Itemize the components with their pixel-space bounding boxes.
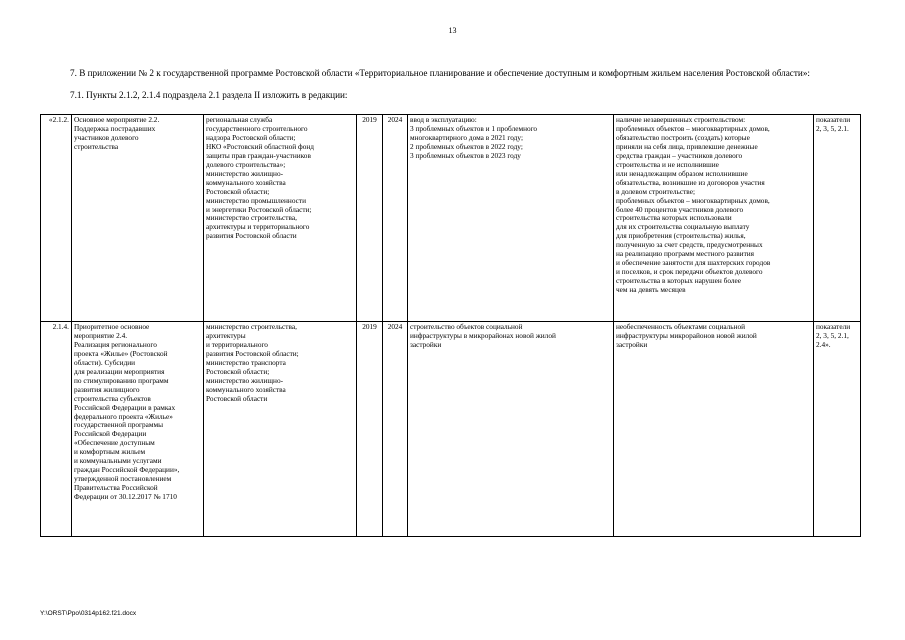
file-path-footer: Y:\ORST\Ppo\0314p162.f21.docx <box>40 610 137 617</box>
year-end: 2024 <box>383 322 408 537</box>
measures-table <box>40 114 861 537</box>
related-indicators: показатели 2, 3, 5, 2.1, 2.4». <box>814 322 861 537</box>
paragraph-7-1: 7.1. Пункты 2.1.2, 2.1.4 подраздела 2.1 раздела II изложить в редакции: <box>70 90 348 100</box>
item-number: 2.1.4. <box>41 322 72 537</box>
table-row <box>41 322 861 537</box>
non-implementation-consequences: наличие незавершенных строительством: проблемных объектов – многоквартирных домов, обязательство построить (создать) которые приняли на себя лица, привлекшие денежные средства граждан – участников долевого строительства и не исполнившие или ненадлежащим образом исполнившие обязательства, возникшие из договоров участия в долевом строительстве; проблемных объектов – многоквартирных домов, более 40 процентов участников долевого строительства которых использовали для их строительства социальную выплату для приобретения (строительства) жилья, полученную за счет средств, предусмотренных на реализацию программ местного развития и обеспечение занятости для шахтерских городов и поселков, и срок передачи объектов долевого строительства в которых нарушен более чем на девять месяцев <box>614 115 814 322</box>
expected-result: строительство объектов социальной инфраструктуры в микрорайонах новой жилой застройки <box>408 322 614 537</box>
non-implementation-consequences: необеспеченность объектами социальной инфраструктуры микрорайонов новой жилой застройки <box>614 322 814 537</box>
year-start: 2019 <box>357 322 383 537</box>
executor: региональная служба государственного строительного надзора Ростовской области; НКО «Ростовский областной фонд защиты прав граждан-участников долевого строительства»; министерство жилищно- коммунального хозяйства Ростовской области; министерство промышленности и энергетики Ростовской области; министерство строительства, архитектуры и территориального развития Ростовской области <box>204 115 357 322</box>
year-start: 2019 <box>357 115 383 322</box>
executor: министерство строительства, архитектуры и территориального развития Ростовской области; министерство транспорта Ростовской области; министерство жилищно- коммунального хозяйства Ростовской области <box>204 322 357 537</box>
item-number: «2.1.2. <box>41 115 72 322</box>
year-end: 2024 <box>383 115 408 322</box>
measure-name: Приоритетное основное мероприятие 2.4. Реализация регионального проекта «Жилье» (Ростовской области). Субсидии для реализации мероприятия по стимулированию программ развития жилищного строительства субъектов Российской Федерации в рамках федерального проекта «Жилье» государственной программы Российской Федерации «Обеспечение доступным и комфортным жильем и коммунальными услугами граждан Российской Федерации», утвержденной постановлением Правительства Российской Федерации от 30.12.2017 № 1710 <box>72 322 204 537</box>
table-row <box>41 115 861 322</box>
measure-name: Основное мероприятие 2.2. Поддержка пострадавших участников долевого строительства <box>72 115 204 322</box>
page-number: 13 <box>448 26 457 35</box>
expected-result: ввод в эксплуатацию: 3 проблемных объектов и 1 проблемного многоквартирного дома в 2021 году; 2 проблемных объектов в 2022 году; 3 проблемных объектов в 2023 году <box>408 115 614 322</box>
paragraph-7: 7. В приложении № 2 к государственной программе Ростовской области «Территориальное планирование и обеспечение доступным и комфортным жильем населения Ростовской области»: <box>70 68 810 78</box>
related-indicators: показатели 2, 3, 5, 2.1. <box>814 115 861 322</box>
